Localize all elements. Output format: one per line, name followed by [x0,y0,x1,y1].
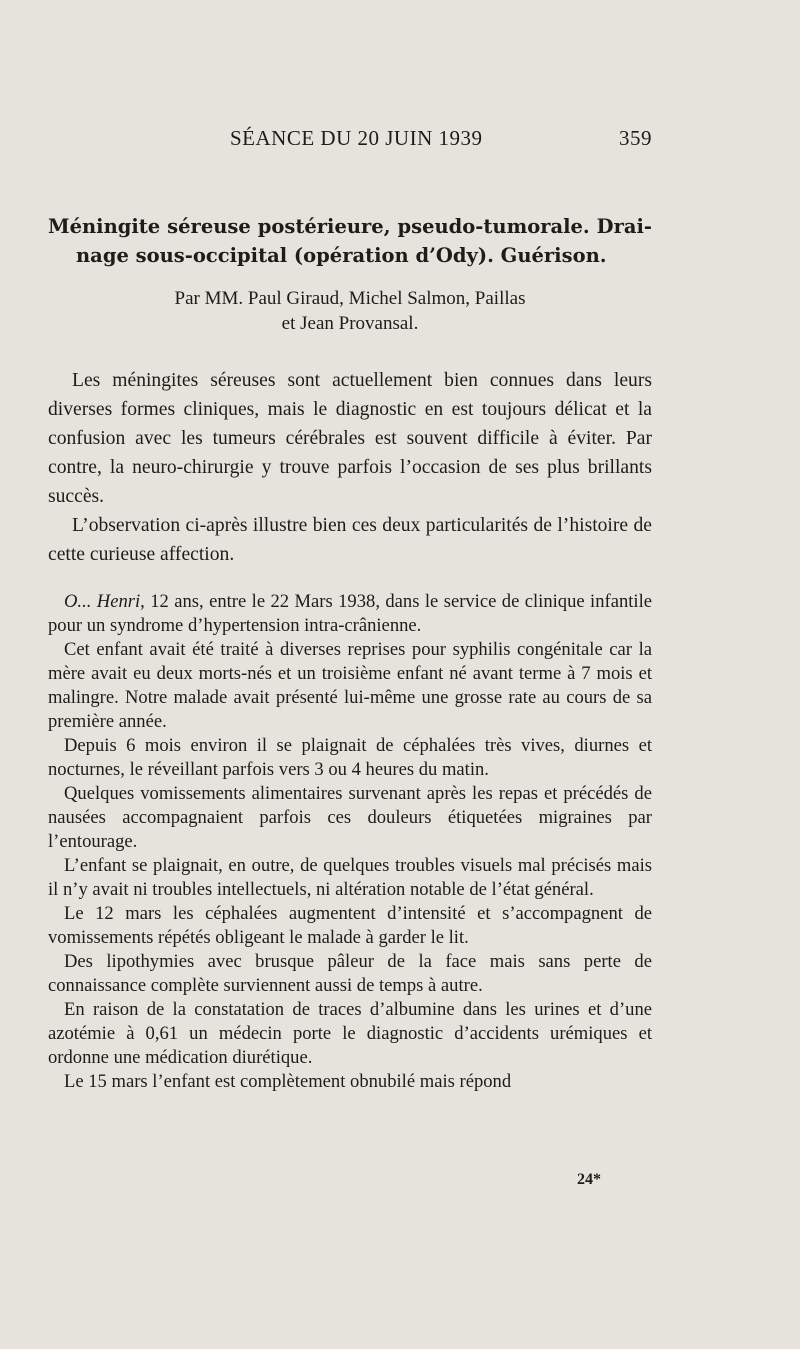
article-title-line-2: nage sous-occipital (opération d’Ody). Guérison. [76,244,607,267]
intro-paragraph-1: Les méningites séreuses sont actuellement bien connues dans leurs diverses formes cliniques, mais le diagnostic en est toujours délicat et la confusion avec les tumeurs cérébrales est souvent difficile à éviter. Par contre, la neuro-chirurgie y trouve parfois l’occasion de ses plus brillants succès. [48,370,652,507]
article-title [48,212,652,270]
page-number: 359 [619,126,652,150]
authors-line-1: Par MM. Paul Giraud, Michel Salmon, Paillas [174,288,526,309]
running-title: SÉANCE DU 20 JUIN 1939 [230,126,483,150]
page-header [48,126,652,156]
authors-line-2: et Jean Provansal. [281,313,419,334]
case-paragraph-9: Le 15 mars l’enfant est complètement obnubilé mais répond [64,1071,512,1092]
article-title-line-1: Méningite séreuse postérieure, pseudo-tumorale. Drai- [48,215,652,238]
patient-name: O... Henri, [64,591,145,612]
case-paragraph-7: Des lipothymies avec brusque pâleur de la face mais sans perte de connaissance complète surviennent aussi de temps à autre. [48,951,652,996]
case-paragraph-6: Le 12 mars les céphalées augmentent d’intensité et s’accompagnent de vomissements répétés obligeant le malade à garder le lit. [48,903,652,948]
case-paragraph-5: L’enfant se plaignait, en outre, de quelques troubles visuels mal précisés mais il n’y avait ni troubles intellectuels, ni altération notable de l’état général. [48,855,652,900]
case-paragraph-1-text: 12 ans, entre le 22 Mars 1938, dans le service de clinique infantile pour un syndrome d’hypertension intra-crânienne. [48,591,652,636]
case-paragraph-4: Quelques vomissements alimentaires survenant après les repas et précédés de nausées accompagnaient parfois ces douleurs étiquetées migraines par l’entourage. [48,783,652,852]
intro-paragraph-2: L’observation ci-après illustre bien ces deux particularités de l’histoire de cette curieuse affection. [48,515,652,565]
case-paragraph-1 [48,590,652,638]
case-paragraph-2: Cet enfant avait été traité à diverses reprises pour syphilis congénitale car la mère avait eu deux morts-nés et un troisième enfant né avant terme à 7 mois et malingre. Notre malade avait présenté lui-même une grosse rate au cours de sa première année. [48,639,652,732]
case-report [48,590,652,1094]
signature-mark: 24* [577,1171,601,1188]
case-paragraph-8: En raison de la constatation de traces d’albumine dans les urines et d’une azotémie à 0,61 un médecin porte le diagnostic d’accidents urémiques et ordonne une médication diurétique. [48,999,652,1068]
intro-section [48,366,652,569]
article-authors [48,286,652,336]
case-paragraph-3: Depuis 6 mois environ il se plaignait de céphalées très vives, diurnes et nocturnes, le réveillant parfois vers 3 ou 4 heures du matin. [48,735,652,780]
